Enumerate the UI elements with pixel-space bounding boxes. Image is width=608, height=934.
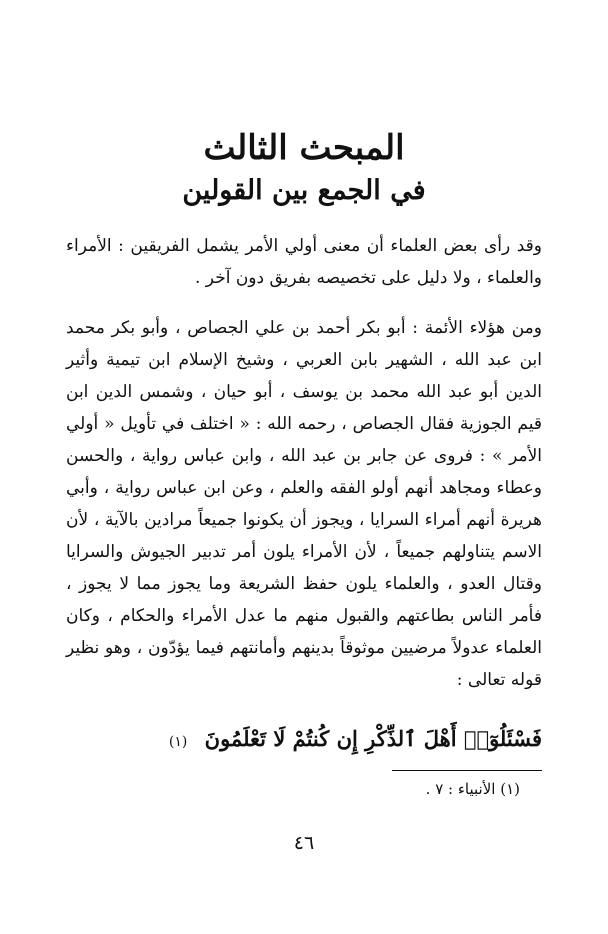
verse-footnote-ref: (١) <box>168 734 188 750</box>
footnote-divider <box>392 770 542 771</box>
paragraph-1: وقد رأى بعض العلماء أن معنى أولي الأمر يشمل الفريقين : الأمراء والعلماء ، ولا دليل على تخصيصه بفريق دون آخر . <box>66 236 542 288</box>
paragraph-2: ومن هؤلاء الأئمة : أبو بكر أحمد بن علي الجصاص ، وأبو بكر محمد ابن عبد الله ، الشهير بابن العربي ، وشيخ الإسلام ابن تيمية وأثير الدين أبو عبد الله محمد بن يوسف ، أبو حيان ، وشمس الدين ابن قيم الجوزية فقال الجصاص ، رحمه الله : « اختلف في تأويل « أولي الأمر » : فروى عن جابر بن عبد الله ، وابن عباس رواية ، والحسن وعطاء ومجاهد أنهم أولو الفقه والعلم ، وعن ابن عباس رواية ، وأبي هريرة أنهم أمراء السرايا ، ويجوز أن يكونوا جميعاً مرادين بالآية ، لأن الاسم يتناولهم جميعاً ، لأن الأمراء يلون أمر تدبير الجيوش والسرايا وقتال العدو ، والعلماء يلون حفظ الشريعة وما يجوز مما لا يجوز ، فأمر الناس بطاعتهم والقبول منهم ما عدل الأمراء والحكام ، وكان العلماء عدولاً مرضيين موثوقاً بدينهم وأمانتهم فيما يؤدّون ، وهو نظير قوله تعالى : <box>66 318 542 690</box>
footnote: (١) الأنبياء : ٧ . <box>425 780 520 798</box>
quran-verse <box>66 724 542 757</box>
section-title: المبحث الثالث <box>203 128 405 168</box>
page-number: ٤٦ <box>293 832 315 854</box>
verse-text: فَسْئَلُوٓا۟ أَهْلَ ٱلذِّكْرِ إِن كُنتُمْ لَا تَعْلَمُونَ <box>204 726 542 751</box>
section-subtitle: في الجمع بين القولين <box>182 175 426 206</box>
